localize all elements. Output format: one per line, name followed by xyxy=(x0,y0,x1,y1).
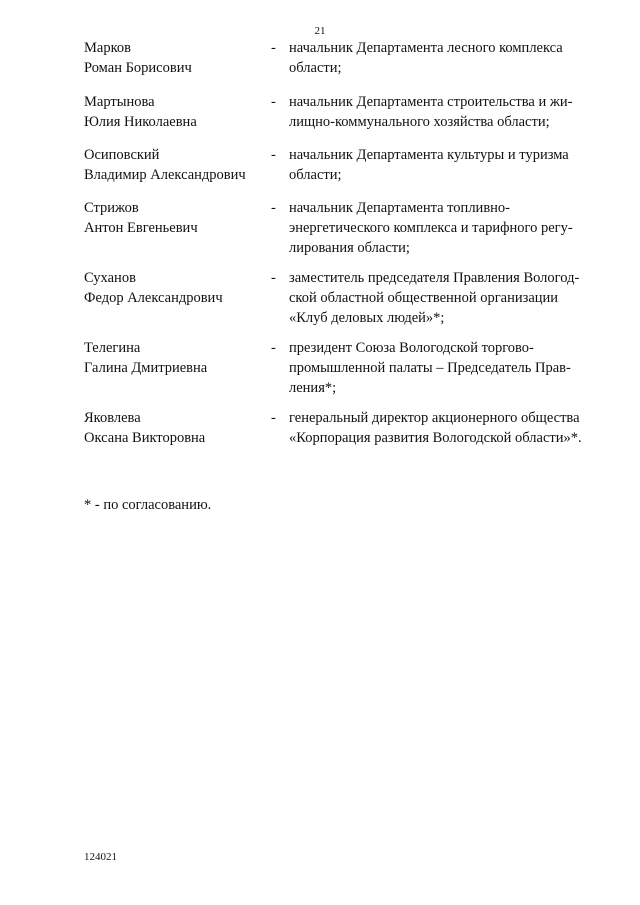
position-line: «Корпорация развития Вологодской области»*. xyxy=(289,430,582,446)
member-name xyxy=(84,92,264,132)
position-line: промышленной палаты – Председатель Прав- xyxy=(289,360,571,376)
position-line: начальник Департамента топливно- xyxy=(289,200,510,216)
member-position xyxy=(289,338,599,398)
dash-separator: - xyxy=(271,200,276,216)
position-line: начальник Департамента культуры и туризма xyxy=(289,147,569,163)
position-line: начальник Департамента лесного комплекса xyxy=(289,40,563,56)
member-surname: Марков xyxy=(84,40,131,56)
member-surname: Яковлева xyxy=(84,410,141,426)
member-given-names: Галина Дмитриевна xyxy=(84,360,208,376)
member-surname: Стрижов xyxy=(84,200,139,216)
member-surname: Телегина xyxy=(84,340,141,356)
member-surname: Осиповский xyxy=(84,147,160,163)
dash-separator: - xyxy=(271,410,276,426)
position-line: генеральный директор акционерного общества xyxy=(289,410,580,426)
member-given-names: Антон Евгеньевич xyxy=(84,220,198,236)
member-given-names: Владимир Александрович xyxy=(84,167,246,183)
member-given-names: Юлия Николаевна xyxy=(84,114,197,130)
footnote: * - по согласованию. xyxy=(84,497,212,513)
dash-separator: - xyxy=(271,94,276,110)
member-name xyxy=(84,145,264,185)
document-code: 124021 xyxy=(84,851,117,863)
position-line: «Клуб деловых людей»*; xyxy=(289,310,445,326)
position-line: президент Союза Вологодской торгово- xyxy=(289,340,534,356)
member-surname: Мартынова xyxy=(84,94,155,110)
position-line: лищно-коммунального хозяйства области; xyxy=(289,114,550,130)
member-name xyxy=(84,268,264,308)
member-given-names: Оксана Викторовна xyxy=(84,430,206,446)
position-line: ления*; xyxy=(289,380,337,396)
member-name xyxy=(84,198,264,238)
dash-separator: - xyxy=(271,40,276,56)
member-position xyxy=(289,268,599,328)
member-name xyxy=(84,408,264,448)
member-position xyxy=(289,408,599,448)
member-position xyxy=(289,92,599,132)
member-name xyxy=(84,338,264,378)
position-line: заместитель председателя Правления Вологод- xyxy=(289,270,580,286)
position-line: области; xyxy=(289,167,342,183)
dash-separator: - xyxy=(271,147,276,163)
position-line: лирования области; xyxy=(289,240,410,256)
member-given-names: Федор Александрович xyxy=(84,290,223,306)
member-position xyxy=(289,198,599,258)
member-position xyxy=(289,38,599,78)
position-line: ской областной общественной организации xyxy=(289,290,559,306)
member-given-names: Роман Борисович xyxy=(84,60,192,76)
member-position xyxy=(289,145,599,185)
member-surname: Суханов xyxy=(84,270,136,286)
member-name xyxy=(84,38,264,78)
page-number: 21 xyxy=(314,25,326,37)
dash-separator: - xyxy=(271,270,276,286)
position-line: энергетического комплекса и тарифного регу- xyxy=(289,220,573,236)
dash-separator: - xyxy=(271,340,276,356)
position-line: начальник Департамента строительства и жи- xyxy=(289,94,573,110)
position-line: области; xyxy=(289,60,342,76)
